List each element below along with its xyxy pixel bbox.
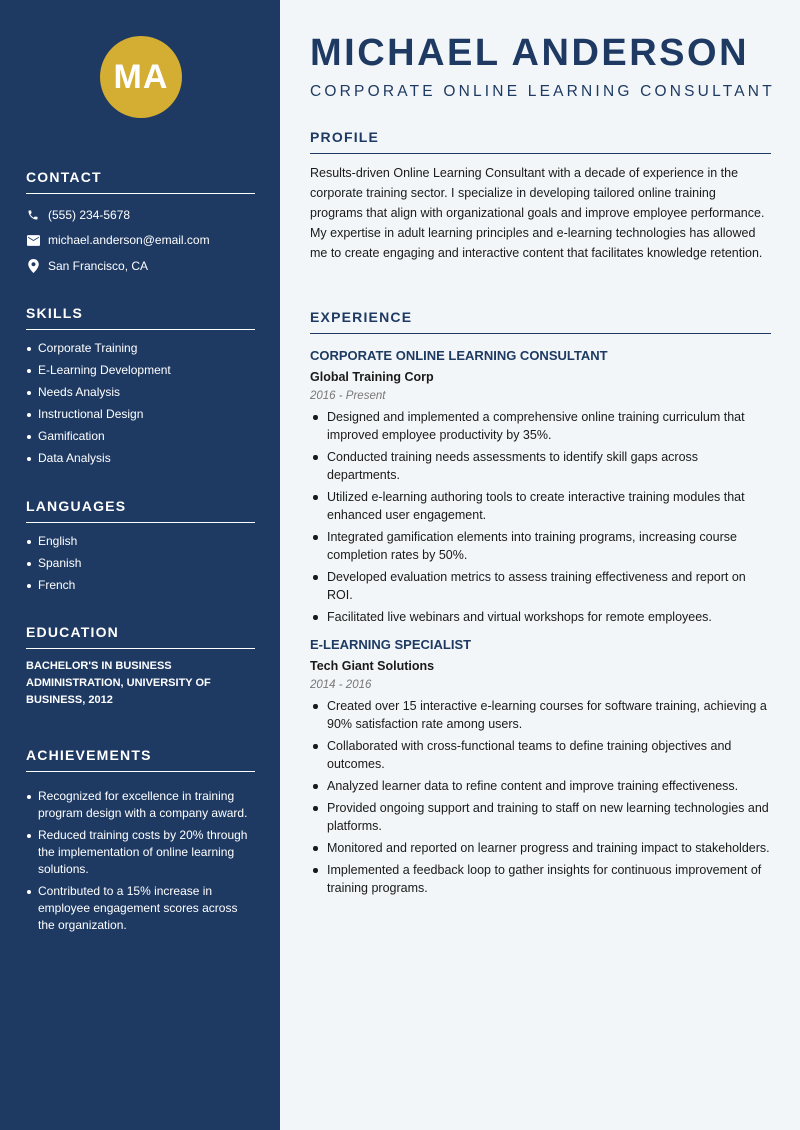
job-bullets	[310, 697, 771, 897]
achievements-heading: ACHIEVEMENTS	[26, 747, 255, 772]
achievement-item: Recognized for excellence in training program design with a company award.	[26, 788, 255, 822]
phone-text: (555) 234-5678	[48, 207, 131, 222]
person-name: MICHAEL ANDERSON	[310, 32, 750, 74]
achievements-section	[26, 747, 255, 939]
contact-email	[26, 232, 255, 249]
job-bullet: Facilitated live webinars and virtual workshops for remote employees.	[310, 608, 771, 626]
job-company: Global Training Corp	[310, 370, 434, 384]
job-entry	[310, 348, 771, 626]
location-pin-icon	[26, 259, 40, 273]
job-bullet: Implemented a feedback loop to gather insights for continuous improvement of training programs.	[310, 861, 771, 897]
job-dates: 2016 - Present	[310, 390, 386, 402]
languages-section	[26, 498, 255, 599]
contact-section	[26, 169, 255, 274]
education-section	[26, 624, 255, 709]
experience-section	[310, 309, 771, 901]
job-entry	[310, 637, 771, 897]
job-bullet: Designed and implemented a comprehensive online training curriculum that improved employee productivity by 35%.	[310, 408, 771, 444]
languages-list	[26, 533, 255, 594]
skill-item: E-Learning Development	[26, 362, 255, 379]
job-title: CORPORATE ONLINE LEARNING CONSULTANT	[310, 348, 608, 363]
job-bullet: Analyzed learner data to refine content and improve training effectiveness.	[310, 777, 771, 795]
skill-item: Corporate Training	[26, 340, 255, 357]
skills-list	[26, 340, 255, 467]
achievement-item: Reduced training costs by 20% through the implementation of online learning solutions.	[26, 827, 255, 878]
skills-heading: SKILLS	[26, 305, 255, 330]
phone-icon	[26, 208, 40, 222]
skill-item: Data Analysis	[26, 450, 255, 467]
contact-location	[26, 257, 255, 274]
email-icon	[26, 233, 40, 247]
job-bullet: Collaborated with cross-functional teams to define training objectives and outcomes.	[310, 737, 771, 773]
avatar: MA	[100, 36, 182, 118]
job-bullet: Provided ongoing support and training to staff on new learning technologies and platforms.	[310, 799, 771, 835]
education-entry: BACHELOR'S IN BUSINESS ADMINISTRATION, UNIVERSITY OF BUSINESS, 2012	[26, 660, 211, 706]
education-heading: EDUCATION	[26, 624, 255, 649]
skill-item: Needs Analysis	[26, 384, 255, 401]
achievements-list	[26, 788, 255, 934]
sidebar	[0, 0, 280, 1130]
person-title: CORPORATE ONLINE LEARNING CONSULTANT	[310, 83, 775, 100]
job-bullet: Conducted training needs assessments to identify skill gaps across departments.	[310, 448, 771, 484]
profile-heading: PROFILE	[310, 129, 771, 154]
location-text: San Francisco, CA	[48, 258, 149, 273]
experience-heading: EXPERIENCE	[310, 309, 771, 334]
profile-text: Results-driven Online Learning Consultant with a decade of experience in the corporate training sector. I specialize in developing tailored online training programs that align with organizational goals and improve employee performance. My expertise in adult learning principles and e-learning technologies has allowed me to create engaging and interactive content that facilitates knowledge retention.	[310, 166, 765, 260]
job-bullet: Monitored and reported on learner progress and training impact to stakeholders.	[310, 839, 771, 857]
skills-section	[26, 305, 255, 472]
achievement-item: Contributed to a 15% increase in employee engagement scores across the organization.	[26, 883, 255, 934]
job-company: Tech Giant Solutions	[310, 659, 435, 673]
job-bullet: Integrated gamification elements into training programs, increasing course completion rates by 50%.	[310, 528, 771, 564]
job-bullet: Utilized e-learning authoring tools to create interactive training modules that enhanced user engagement.	[310, 488, 771, 524]
contact-heading: CONTACT	[26, 169, 255, 194]
profile-section	[310, 129, 771, 263]
language-item: English	[26, 533, 255, 550]
language-item: French	[26, 577, 255, 594]
contact-phone	[26, 206, 255, 223]
skill-item: Instructional Design	[26, 406, 255, 423]
job-bullets	[310, 408, 771, 626]
language-item: Spanish	[26, 555, 255, 572]
job-bullet: Developed evaluation metrics to assess training effectiveness and report on ROI.	[310, 568, 771, 604]
languages-heading: LANGUAGES	[26, 498, 255, 523]
job-bullet: Created over 15 interactive e-learning courses for software training, achieving a 90% satisfaction rate among users.	[310, 697, 771, 733]
skill-item: Gamification	[26, 428, 255, 445]
job-dates: 2014 - 2016	[310, 679, 372, 691]
job-title: E-LEARNING SPECIALIST	[310, 637, 472, 652]
email-text: michael.anderson@email.com	[48, 233, 210, 247]
